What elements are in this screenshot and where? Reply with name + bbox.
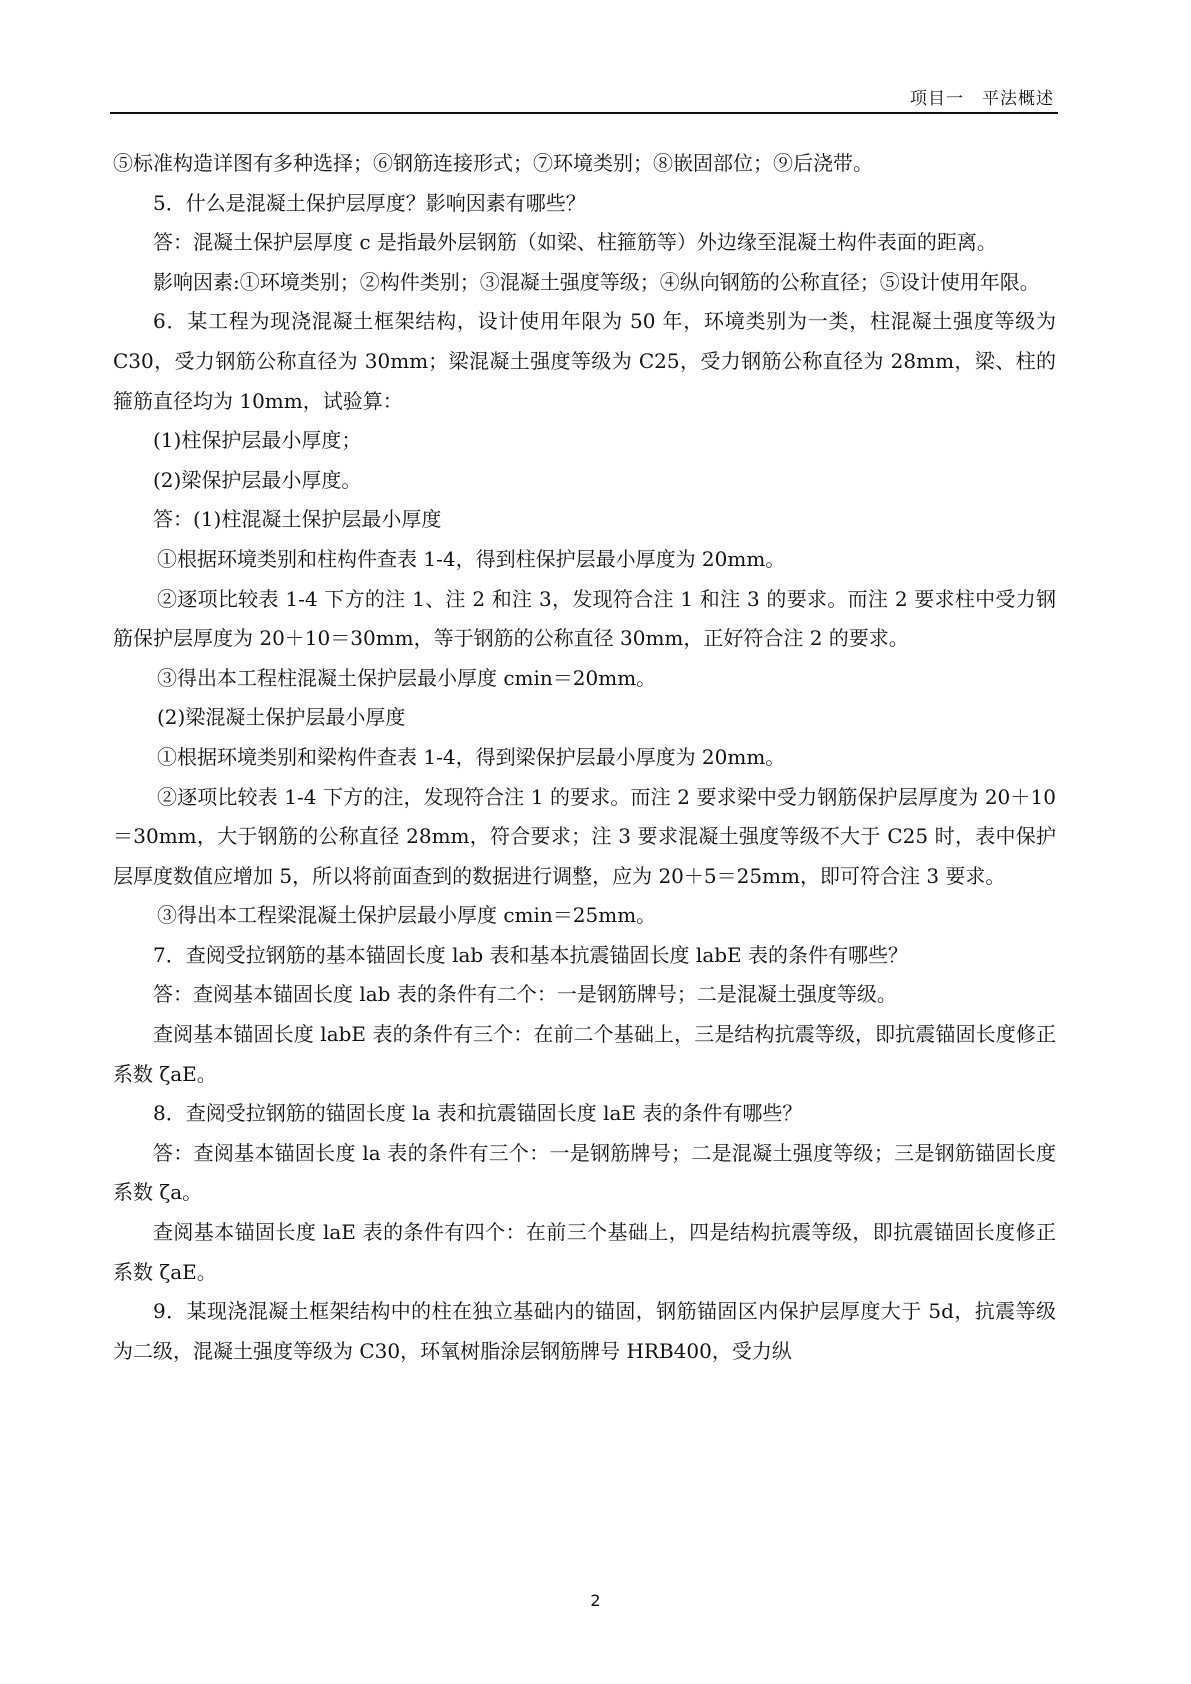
question-8: 8．查阅受拉钢筋的锚固长度 la 表和抗震锚固长度 laE 表的条件有哪些？: [153, 1101, 803, 1126]
paragraph: ②逐项比较表 1-4 下方的注 1、注 2 和注 3，发现符合注 1 和注 3 的要求。而注 2 要求柱中受力钢筋保护层厚度为 20＋10＝30mm，等于钢筋的公称直径 30mm，正好符合注 2 的要求。: [113, 586, 1056, 651]
page-body: [113, 144, 1056, 1371]
list-item: (1)柱保护层最小厚度；: [153, 428, 362, 453]
answer-8: 答：查阅基本锚固长度 la 表的条件有三个：一是钢筋牌号；二是混凝土强度等级；三是钢筋锚固长度系数 ζa。: [113, 1140, 1056, 1205]
question-9: 9．某现浇混凝土框架结构中的柱在独立基础内的锚固，钢筋锚固区内保护层厚度大于 5d，抗震等级为二级，混凝土强度等级为 C30，环氧树脂涂层钢筋牌号 HRB400，受力纵: [113, 1299, 1056, 1363]
page-header: [110, 84, 1058, 114]
question-6: 6．某工程为现浇混凝土框架结构，设计使用年限为 50 年，环境类别为一类，柱混凝土强度等级为 C30，受力钢筋公称直径为 30mm；梁混凝土强度等级为 C25，受力钢筋公称直径为 28mm，梁、柱的箍筋直径均为 10mm，试验算：: [113, 309, 1056, 413]
paragraph: ⑤标准构造详图有多种选择；⑥钢筋连接形式；⑦环境类别；⑧嵌固部位；⑨后浇带。: [113, 151, 873, 175]
answer-7: 答：查阅基本锚固长度 lab 表的条件有二个：一是钢筋牌号；二是混凝土强度等级。: [153, 982, 897, 1007]
paragraph: 查阅基本锚固长度 laE 表的条件有四个：在前三个基础上，四是结构抗震等级，即抗震锚固长度修正系数 ζaE。: [113, 1220, 1056, 1284]
paragraph: ①根据环境类别和柱构件查表 1-4，得到柱保护层最小厚度为 20mm。: [157, 546, 786, 571]
paragraph: ②逐项比较表 1-4 下方的注，发现符合注 1 的要求。而注 2 要求梁中受力钢筋保护层厚度为 20＋10＝30mm，大于钢筋的公称直径 28mm，符合要求；注 3 要求混凝土强度等级不大于 C25 时，表中保护层厚度数值应增加 5，所以将前面查到的数据进行调整，应为 20＋5＝25mm，即可符合注 3 要求。: [113, 784, 1056, 888]
paragraph: 查阅基本锚固长度 labE 表的条件有三个：在前二个基础上，三是结构抗震等级，即抗震锚固长度修正系数 ζaE。: [113, 1022, 1056, 1086]
list-item: (2)梁保护层最小厚度。: [153, 467, 362, 492]
paragraph: ①根据环境类别和梁构件查表 1-4，得到梁保护层最小厚度为 20mm。: [157, 744, 786, 769]
paragraph: ③得出本工程梁混凝土保护层最小厚度 cmin＝25mm。: [157, 903, 657, 928]
question-7: 7．查阅受拉钢筋的基本锚固长度 lab 表和基本抗震锚固长度 labE 表的条件有哪些？: [153, 942, 908, 967]
answer-6: 答：(1)柱混凝土保护层最小厚度: [153, 507, 442, 532]
paragraph: (2)梁混凝土保护层最小厚度: [157, 705, 406, 730]
paragraph: ③得出本工程柱混凝土保护层最小厚度 cmin＝20mm。: [157, 665, 657, 690]
question-5: 5．什么是混凝土保护层厚度？影响因素有哪些？: [153, 190, 586, 215]
header-title: 项目一 平法概述: [910, 89, 1054, 109]
answer-5: 答：混凝土保护层厚度 c 是指最外层钢筋（如梁、柱箍筋等）外边缘至混凝土构件表面的距离。: [153, 230, 997, 255]
paragraph: 影响因素:①环境类别；②构件类别；③混凝土强度等级；④纵向钢筋的公称直径；⑤设计使用年限。: [153, 269, 1040, 294]
page-number: 2: [590, 1591, 601, 1610]
